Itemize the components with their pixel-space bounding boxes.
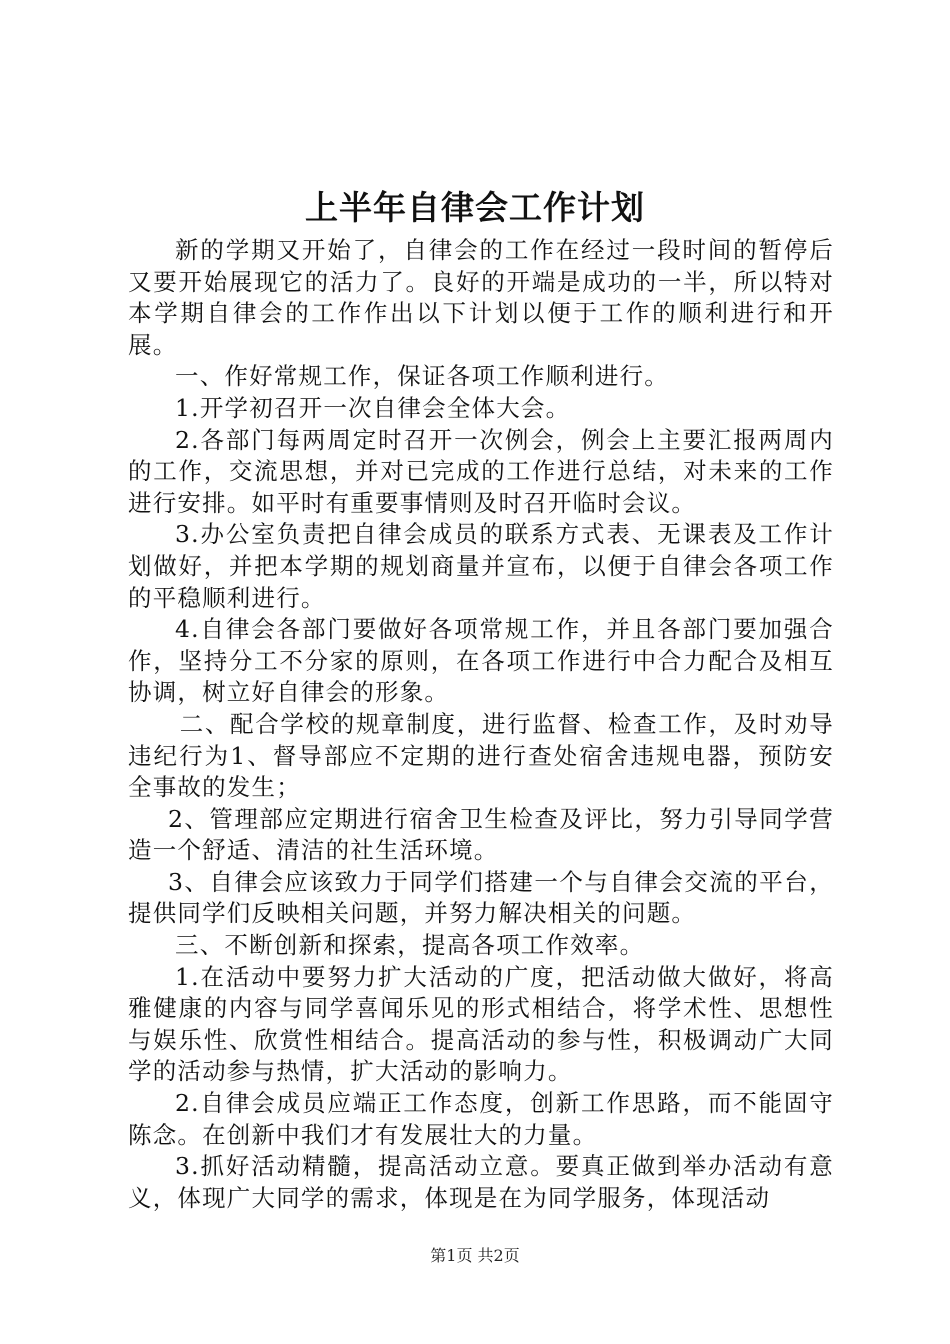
paragraph-item-3-3: 3.抓好活动精髓，提高活动立意。要真正做到举办活动有意义，体现广大同学的需求，体现是在为同学服务，体现活动	[128, 1152, 834, 1212]
paragraph-item-3-2: 2.自律会成员应端正工作态度，创新工作思路，而不能固守陈念。在创新中我们才有发展壮大的力量。	[128, 1089, 834, 1149]
paragraph-section-3-heading: 三、不断创新和探索，提高各项工作效率。	[175, 931, 645, 960]
paragraph-item-1-1: 1.开学初召开一次自律会全体大会。	[175, 393, 571, 422]
paragraph-section-1-heading: 一、作好常规工作，保证各项工作顺利进行。	[175, 362, 669, 391]
paragraph-item-3-1: 1.在活动中要努力扩大活动的广度，把活动做大做好，将高雅健康的内容与同学喜闻乐见的形式相结合，将学术性、思想性与娱乐性、欣赏性相结合。提高活动的参与性，积极调动广大同学的活动参与热情，扩大活动的影响力。	[128, 962, 834, 1086]
paragraph-item-1-4: 4.自律会各部门要做好各项常规工作，并且各部门要加强合作，坚持分工不分家的原则，在各项工作进行中合力配合及相互协调，树立好自律会的形象。	[128, 615, 834, 707]
page-indicator: 第1页 共2页	[430, 1246, 520, 1265]
paragraph-item-2-2: 2、管理部应定期进行宿舍卫生检查及评比，努力引导同学营造一个舒适、清洁的社生活环境。	[128, 804, 834, 865]
paragraph-item-1-2: 2.各部门每两周定时召开一次例会，例会上主要汇报两周内的工作，交流思想，并对已完成的工作进行总结，对未来的工作进行安排。如平时有重要事情则及时召开临时会议。	[128, 425, 834, 517]
document-title: 上半年自律会工作计划	[305, 188, 645, 227]
paragraph-intro: 新的学期又开始了，自律会的工作在经过一段时间的暂停后又要开始展现它的活力了。良好的开端是成功的一半，所以特对本学期自律会的工作作出以下计划以便于工作的顺利进行和开展。	[128, 236, 834, 359]
paragraph-section-2-heading: 二、配合学校的规章制度，进行监督、检查工作，及时劝导违纪行为1、督导部应不定期的进行查处宿舍违规电器，预防安全事故的发生；	[128, 709, 834, 802]
paragraph-item-1-3: 3.办公室负责把自律会成员的联系方式表、无课表及工作计划做好，并把本学期的规划商量并宣布，以便于自律会各项工作的平稳顺利进行。	[128, 520, 834, 612]
paragraph-item-2-3: 3、自律会应该致力于同学们搭建一个与自律会交流的平台，提供同学们反映相关问题，并努力解决相关的问题。	[128, 867, 834, 928]
document-body	[128, 235, 834, 1214]
